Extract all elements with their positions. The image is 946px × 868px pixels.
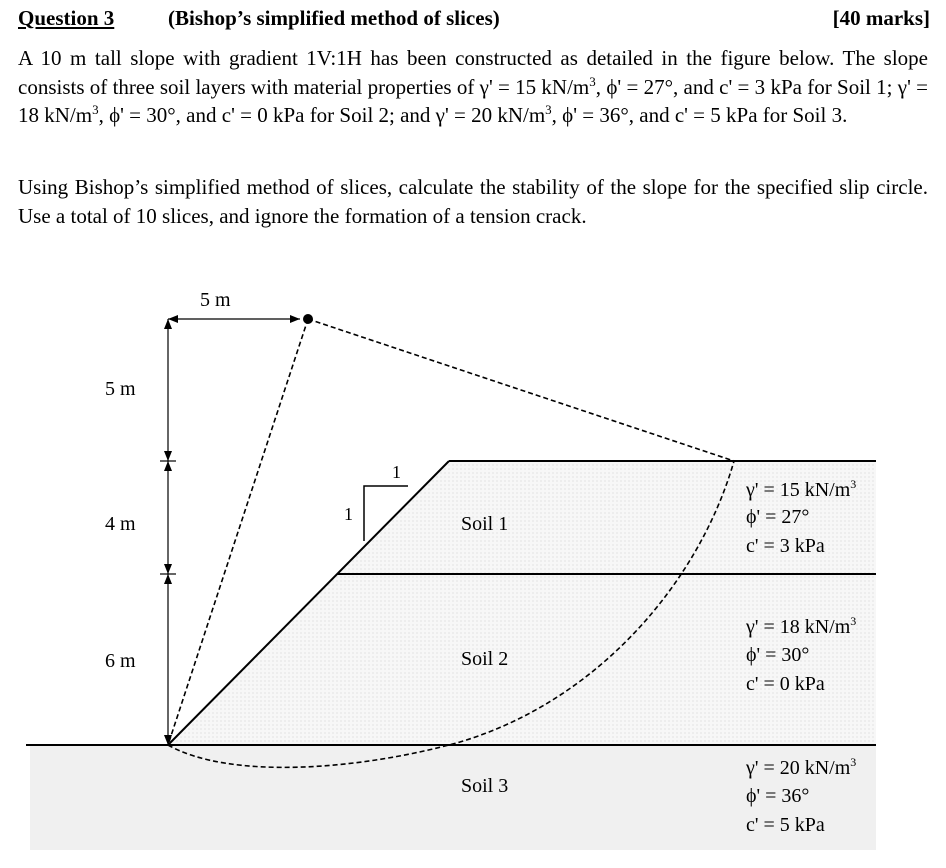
soil2-gamma: γ' = 18 $kN/m^3$ (746, 614, 857, 638)
vertical-dimensions (160, 319, 176, 745)
problem-statement: A 10 m tall slope with gradient 1V:1H has been constructed as detailed in the figure below. The slope consists of three soil layers with material properties of γ' = 15 $kN/m^3$, ϕ' = 27°, and c' = 3 kPa for Soil 1; γ' = 18 $kN/m^3$, ϕ' = 30°, and c' = 0 kPa for Soil 2; and γ' = 20 $kN/m^3$, ϕ' = 36°, and c' = 5 kPa for Soil 3. (18, 46, 928, 127)
soil1-label: Soil 1 (461, 513, 509, 535)
soil2-phi: ϕ' = 30° (746, 644, 810, 666)
vertical-dimension-label-middle: 4 m (105, 513, 136, 535)
soil1-gamma: γ' = 15 $kN/m^3$ (746, 477, 857, 501)
soil3-cohesion: c' = 5 kPa (746, 814, 825, 836)
vertical-dimension-label-bottom: 6 m (105, 650, 136, 672)
soil3-label: Soil 3 (461, 775, 509, 797)
soil1-cohesion: c' = 3 kPa (746, 535, 825, 557)
question-marks: [40 marks] (832, 6, 930, 30)
circle-centre-point (303, 314, 313, 324)
horizontal-dimension-label: 5 m (200, 289, 231, 311)
gradient-h-label: 1 (392, 462, 401, 482)
soil3-phi: ϕ' = 36° (746, 785, 810, 807)
soil3-gamma: γ' = 20 $kN/m^3$ (746, 755, 857, 779)
soil1-phi: ϕ' = 27° (746, 506, 810, 528)
soil2-cohesion: c' = 0 kPa (746, 673, 825, 695)
soil2-label: Soil 2 (461, 648, 509, 670)
question-title: (Bishop’s simplified method of slices) (168, 6, 500, 30)
vertical-dimension-label-top: 5 m (105, 378, 136, 400)
gradient-v-label: 1 (344, 504, 353, 524)
task-statement: Using Bishop’s simplified method of slices, calculate the stability of the slope for the specified slip circle. Use a total of 10 slices, and ignore the formation of a tension crack. (18, 175, 928, 228)
question-number: Question 3 (18, 6, 115, 30)
